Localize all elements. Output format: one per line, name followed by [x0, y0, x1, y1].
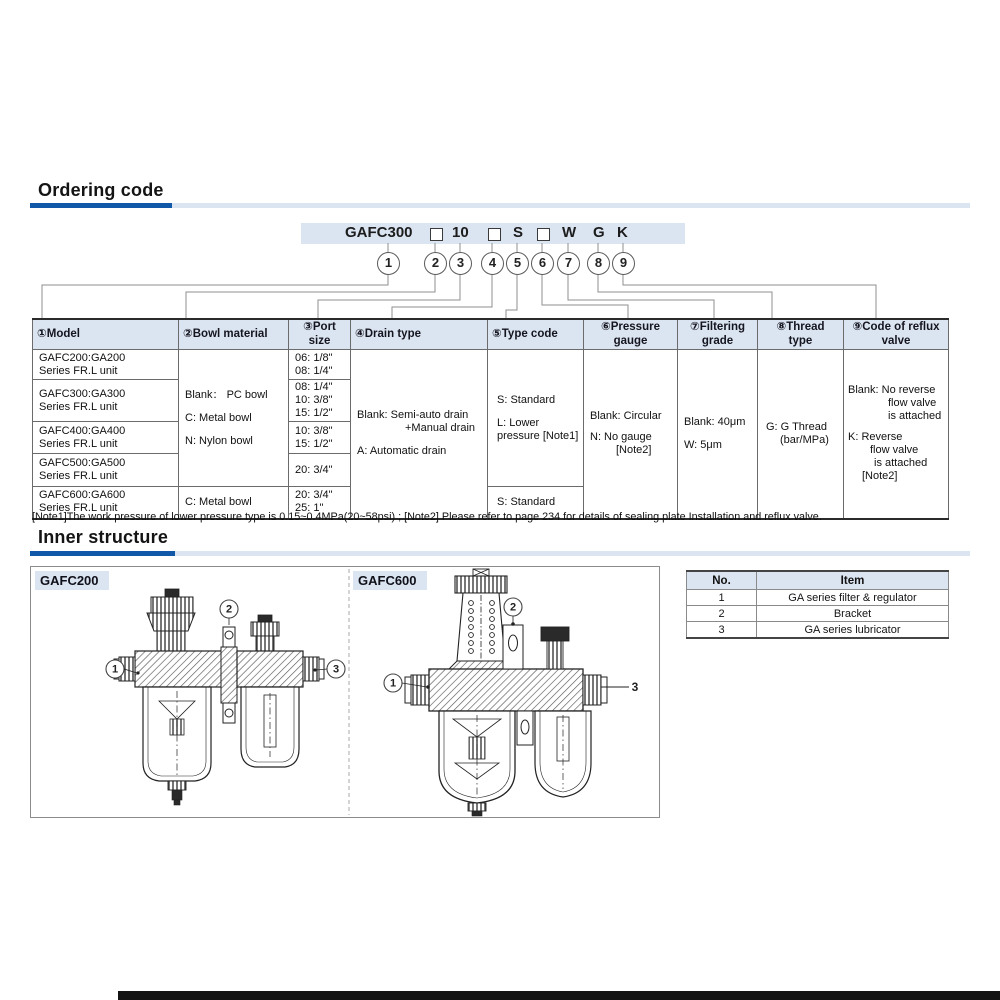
- code-callout-1: 1: [377, 252, 400, 275]
- part-item: GA series filter & regulator: [757, 590, 949, 606]
- code-callout-3: 3: [449, 252, 472, 275]
- code-callout-5: 5: [506, 252, 529, 275]
- bowl-material-cell: C: Metal bowl: [179, 487, 289, 519]
- inner-title-rule-accent: [30, 551, 175, 556]
- bracket-hole: [509, 635, 518, 651]
- model-cell: GAFC400:GA400 Series FR.L unit: [33, 422, 179, 454]
- gafc600-diagram: [384, 569, 639, 816]
- port-size-cell: 10: 3/8" 15: 1/2": [289, 422, 351, 454]
- bracket-plate: [221, 647, 237, 703]
- lubricator-neck: [547, 641, 563, 669]
- header-model: ①Model: [33, 319, 179, 350]
- filter-regulator-body: [135, 651, 223, 687]
- outlet-port: [583, 675, 601, 705]
- code-segment-filter: W: [562, 224, 577, 241]
- part-no: 3: [687, 622, 757, 639]
- callout-2-label: 2: [225, 603, 233, 616]
- pressure-gauge-cell: Blank: Circular N: No gauge [Note2]: [584, 350, 678, 519]
- code-connector-lines: [0, 0, 1000, 340]
- outlet-port-cap: [601, 677, 607, 703]
- part-item: Bracket: [757, 606, 949, 622]
- diagram-label-gafc600: GAFC600: [353, 571, 427, 590]
- parts-row: [687, 606, 949, 622]
- drain-body: [168, 781, 186, 790]
- callout-2-label: 2: [509, 601, 517, 614]
- lubricator-cap: [251, 622, 279, 636]
- code-callout-4: 4: [481, 252, 504, 275]
- parts-header-item: Item: [757, 571, 949, 590]
- header-thread-type: ⑧Thread type: [758, 319, 844, 350]
- drain-valve: [172, 790, 182, 800]
- header-pressure-gauge: ⑥Pressure gauge: [584, 319, 678, 350]
- code-segment-thread: G: [593, 224, 605, 241]
- regulator-cap: [151, 597, 193, 613]
- port-size-cell: 20: 3/4": [289, 454, 351, 487]
- ordering-table: [32, 318, 949, 520]
- code-callout-2: 2: [424, 252, 447, 275]
- regulator-cap: [455, 576, 507, 593]
- code-callout-7: 7: [557, 252, 580, 275]
- type-code-cell: S: Standard: [488, 487, 584, 519]
- drain-valve: [472, 811, 482, 816]
- footnotes: [Note1]The work pressure of lower pressure type is 0.15~0.4MPa(20~58psi) ; [Note2] Please refer to page 234 for details of sealing plate Installation and reflux valve.: [32, 511, 822, 523]
- code-segment-reflux: K: [617, 224, 628, 241]
- regulator-bonnet: [147, 613, 195, 631]
- part-no: 2: [687, 606, 757, 622]
- part-no: 1: [687, 590, 757, 606]
- header-port-size: ③Port size: [289, 319, 351, 350]
- reflux-valve-cell: Blank: No reverse flow valve is attached K: Reverse flow valve is attached [Note2]: [844, 350, 949, 519]
- port-size-cell: 08: 1/4" 10: 3/8" 15: 1/2": [289, 380, 351, 422]
- regulator-spring-housing: [157, 631, 185, 651]
- code-callout-9: 9: [612, 252, 635, 275]
- bracket-screw-top: [223, 627, 235, 647]
- bottom-scan-bar: [118, 991, 1000, 1000]
- model-cell: GAFC500:GA500 Series FR.L unit: [33, 454, 179, 487]
- outlet-port: [303, 657, 319, 681]
- callout-1-label: 1: [389, 677, 397, 690]
- header-bowl-material: ②Bowl material: [179, 319, 289, 350]
- table-row: [33, 350, 949, 380]
- lubricator-neck: [256, 636, 274, 651]
- header-drain-type: ④Drain type: [351, 319, 488, 350]
- header-type-code: ⑤Type code: [488, 319, 584, 350]
- regulator-knob-nub: [165, 589, 179, 597]
- bowl-material-cell: Blank： PC bowl C: Metal bowl N: Nylon bowl: [179, 350, 289, 487]
- port-size-cell: 20: 3/4" 25: 1": [289, 487, 351, 519]
- parts-row: [687, 590, 949, 606]
- header-reflux-valve: ⑨Code of reflux valve: [844, 319, 949, 350]
- gafc200-diagram: [106, 589, 345, 805]
- inner-structure-panel: [30, 566, 660, 818]
- callout-3-label: 3: [332, 663, 340, 676]
- thread-type-cell: G: G Thread (bar/MPa): [758, 350, 844, 519]
- header-filtering-grade: ⑦Filtering grade: [678, 319, 758, 350]
- parts-row: [687, 622, 949, 639]
- model-cell: GAFC300:GA300 Series FR.L unit: [33, 380, 179, 422]
- code-segment-port: 10: [452, 224, 469, 241]
- type-code-cell: S: Standard L: Lower pressure [Note1]: [488, 350, 584, 487]
- port-size-cell: 06: 1/8" 08: 1/4": [289, 350, 351, 380]
- filter-regulator-body: [429, 669, 583, 711]
- model-cell: GAFC600:GA600 Series FR.L unit: [33, 487, 179, 519]
- inner-structure-diagrams: [31, 567, 659, 817]
- inner-structure-title: Inner structure: [38, 527, 169, 547]
- parts-header-no: No.: [687, 571, 757, 590]
- drain-body: [468, 803, 486, 811]
- inlet-port: [411, 675, 429, 705]
- model-cell: GAFC200:GA200 Series FR.L unit: [33, 350, 179, 380]
- inlet-port-cap: [405, 677, 411, 703]
- ordering-code-title: Ordering code: [38, 180, 164, 200]
- callout-3-label: 3: [631, 680, 639, 694]
- code-callout-8: 8: [587, 252, 610, 275]
- part-item: GA series lubricator: [757, 622, 949, 639]
- parts-table: [686, 570, 949, 639]
- filtering-grade-cell: Blank: 40μm W: 5μm: [678, 350, 758, 519]
- drain-type-cell: Blank: Semi-auto drain +Manual drain A: Automatic drain: [351, 350, 488, 519]
- code-segment-model: GAFC300: [345, 224, 413, 241]
- code-callout-6: 6: [531, 252, 554, 275]
- lubricator-knob-nub: [258, 615, 272, 622]
- diagram-label-gafc200: GAFC200: [35, 571, 109, 590]
- callout-1-label: 1: [111, 663, 119, 676]
- lubricator-body: [237, 651, 303, 687]
- code-segment-type: S: [513, 224, 524, 241]
- lubricator-cap: [541, 627, 569, 641]
